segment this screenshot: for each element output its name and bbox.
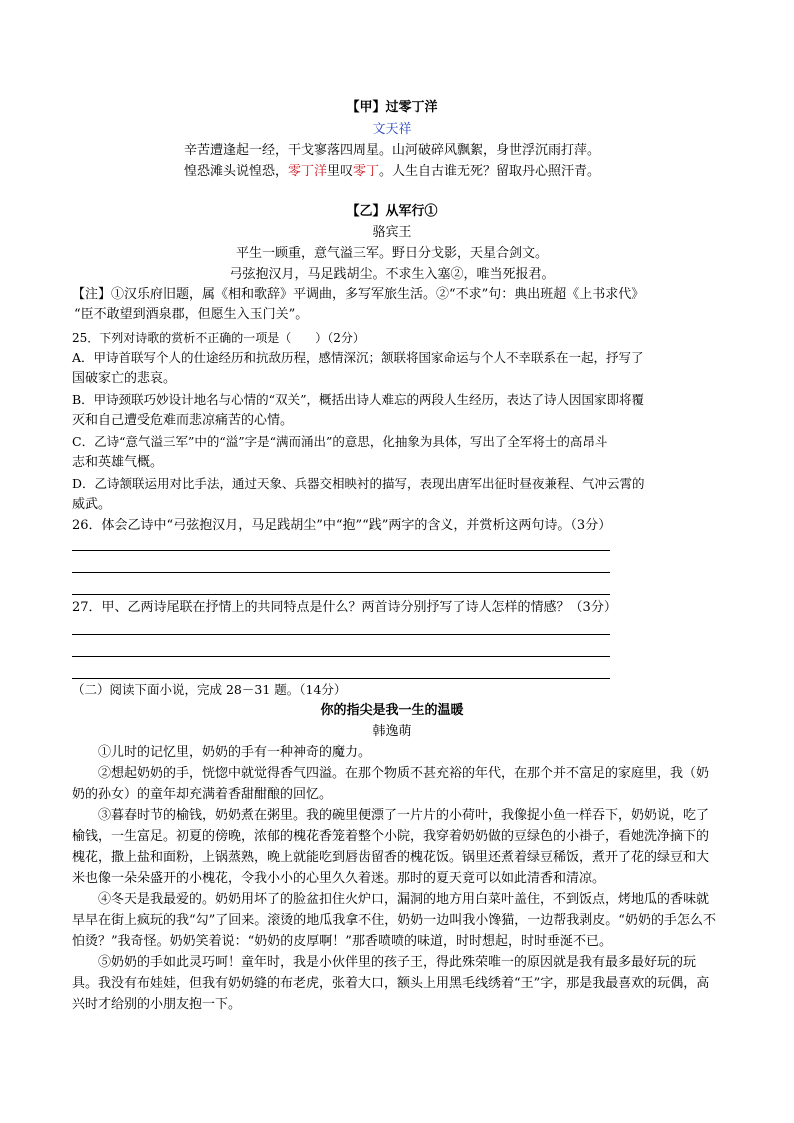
option-b-line-2: 灭和自己遭受危难而悲凉痛苦的心情。 [72, 413, 294, 428]
answer-line-26-1[interactable] [72, 550, 610, 551]
option-c-line-2: 志和英雄气概。 [72, 455, 164, 470]
poem-yi-line-2: 弓弦抱汉月，马足践胡尘。不求生入塞②，唯当死报君。 [229, 267, 555, 282]
option-d-line-2: 威武。 [72, 497, 112, 512]
poem-yi-title: 【乙】从军行① [346, 204, 438, 219]
poem-yi-author: 骆宾王 [372, 225, 412, 240]
answer-line-27-1[interactable] [72, 634, 610, 635]
answer-line-27-3[interactable] [72, 678, 610, 679]
option-c-line-1: C．乙诗“意气溢三军”中的“溢”字是“满而涌出”的意思，化抽象为具体，写出了全军将士的高昂斗 [72, 434, 608, 449]
poem-jia-line-2-part-c: 。人生自古谁无死？留取丹心照汗青。 [379, 164, 601, 179]
poem-jia-author: 文天祥 [372, 122, 412, 137]
note-line-1: 【注】①汉乐府旧题，属《相和歌辞》平调曲，多写军旅生活。②“不求”句：典出班超《上书求代》 [72, 287, 645, 302]
poem-jia-line-1: 辛苦遭逢起一经，干戈寥落四周星。山河破碎风飘絮，身世浮沉雨打萍。 [183, 143, 600, 158]
story-paragraph-1: ①儿时的记忆里，奶奶的手有一种神奇的魔力。 [98, 745, 372, 760]
option-a-line-2: 国破家亡的悲哀。 [72, 371, 177, 386]
poem-jia-line-2-part-b: 里叹 [326, 164, 353, 179]
poem-jia-title: 【甲】过零丁洋 [346, 100, 438, 115]
story-paragraph-4: ④冬天是我最爱的。奶奶用坏了的脸盆扣住火炉口，漏洞的地方用白菜叶盖住，不到饭点，烤地瓜的香味就早早在街上疯玩的我“勾”了回来。滚烫的地瓜我拿不住，奶奶一边叫我小馋猫，一边帮我剥皮。“奶奶的手怎么不怕烫？”我奇怪。奶奶笑着说：“奶奶的皮厚啊！”那香喷喷的味道，时时想起，时时垂涎不已。 [72, 892, 716, 949]
poem-jia-line-2-part-a: 惶恐滩头说惶恐， [183, 164, 288, 179]
answer-line-27-2[interactable] [72, 656, 610, 657]
story-paragraph-2: ②想起奶奶的手，恍惚中就觉得香气四溢。在那个物质不甚充裕的年代，在那个并不富足的家庭里，我（奶奶的孙女）的童年却充满着香甜酣酿的回忆。 [72, 766, 710, 802]
option-d-line-1: D．乙诗颔联运用对比手法，通过天象、兵器交相映衬的描写，表现出唐军出征时昼夜兼程、气冲云霄的 [72, 476, 645, 491]
story-body [72, 742, 716, 1015]
question-26-stem: 26．体会乙诗中“弓弦抱汉月，马足践胡尘”中“抱”“践”两字的含义，并赏析这两句诗。（3分） [72, 518, 612, 533]
question-27-stem: 27．甲、乙两诗尾联在抒情上的共同特点是什么？两首诗分别抒写了诗人怎样的情感？（3分） [72, 600, 617, 615]
place-name-lingdingyang: 零丁洋 [287, 164, 327, 179]
answer-line-26-2[interactable] [72, 572, 610, 573]
story-title: 你的指尖是我一生的温暖 [320, 703, 464, 718]
section-2-intro: （二）阅读下面小说，完成 28－31 题。（14分） [72, 682, 347, 697]
poem-jia-line-2 [72, 162, 712, 182]
story-paragraph-3: ③暮春时节的榆钱，奶奶煮在粥里。我的碗里便漂了一片片的小荷叶，我像捉小鱼一样吞下，奶奶说，吃了榆钱，一生富足。初夏的傍晚，浓郁的槐花香笼着整个小院，我穿着奶奶做的豆绿色的小褂子，看她洗净摘下的槐花，撒上盐和面粉，上锅蒸熟，晚上就能吃到唇齿留香的槐花饭。锅里还煮着绿豆稀饭，煮开了花的绿豆和大米也像一朵朵盛开的小槐花，令我小小的心里久久着迷。那时的夏天竟可以如此清香和清凉。 [72, 808, 710, 886]
note-line-2: “臣不敢望到酒泉郡，但愿生入玉门关”。 [74, 307, 309, 322]
story-author: 韩逸萌 [372, 724, 412, 739]
poem-yi-line-1: 平生一顾重，意气溢三军。野日分戈影，天星合剑文。 [235, 246, 548, 261]
question-25-stem: 25．下列对诗歌的赏析不正确的一项是（ ）（2分） [72, 331, 365, 345]
option-b-line-1: B．甲诗颈联巧妙设计地名与心情的“双关”，概括出诗人难忘的两段人生经历，表达了诗人因国家即将覆 [72, 392, 644, 407]
answer-line-26-3[interactable] [72, 594, 610, 595]
option-a-line-1: A．甲诗首联写个人的仕途经历和抗敌历程，感情深沉；颔联将国家命运与个人不幸联系在一起，抒写了 [72, 350, 644, 365]
word-lingding: 零丁 [353, 164, 380, 179]
story-paragraph-5: ⑤奶奶的手如此灵巧呵！童年时，我是小伙伴里的孩子王，得此殊荣唯一的原因就是我有最多最好玩的玩具。我没有布娃娃，但我有奶奶缝的布老虎，张着大口，额头上用黑毛线绣着“王”字，那是我最喜欢的玩偶，高兴时才给别的小朋友抱一下。 [72, 955, 710, 1012]
